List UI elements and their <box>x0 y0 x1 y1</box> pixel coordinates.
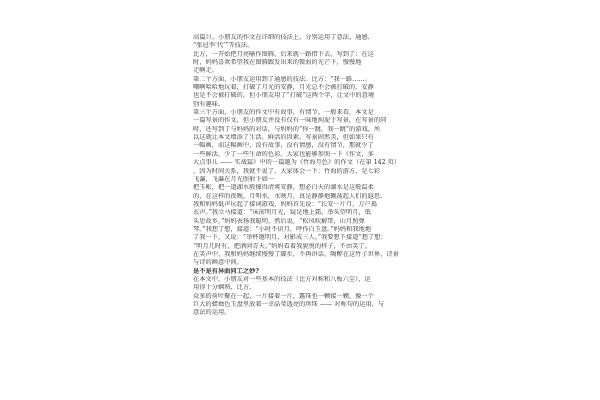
text-line: 琴。”我想了想，接道：“小时不识月，呼作白玉盘。”妈妈和我地地 <box>193 225 372 233</box>
text-line: 比方，一开始把月亮喻作图腾，后来就一路借下去，写到了：在这 <box>193 50 374 58</box>
text-line: 了我一下，又说：“举杯邀明月，对影成三人。”我要想下接道“想了想： <box>193 234 387 242</box>
text-line: “张冠李‘代’”等技法。 <box>193 42 254 50</box>
text-line: “明月几时有，把酒问青天。”妈妈看着我貌悦的样子，不由笑了。 <box>193 242 371 250</box>
text-line: 衣声。”我立马接道：“床前明月光，疑是地上霜，举头望明月，低 <box>193 209 371 217</box>
text-line: 嘲啊哈哈地玩着，打破了月光的安静，月光总不会被打破的，安静 <box>193 84 374 92</box>
question-line: 是不是有异曲同工之妙? <box>193 267 260 275</box>
text-line: 一篇写景的作文，但小朋友并没有仅有一味地拘泥于写景，在写景的同 <box>193 117 387 125</box>
text-line: 飞瀑，飞瀑在月光照射下如一 <box>193 175 275 183</box>
text-line: 众多的荷叶聚在一起，一片接着一片，露珠也一颗接一颗，像一个 <box>193 292 374 300</box>
text-line: 别有趣味。 <box>193 100 225 108</box>
text-line: 一幅画，而这幅画中，没有故事，没有情感，没有情节，那就少了 <box>193 142 374 150</box>
text-line: 也是不会被打破的，但小朋友用了“打破”这两个字，让文中的意境 <box>193 92 375 100</box>
text-line: 在笑声中，我和妈妈继续慢慢了脚步，不再讲话，陶醉在这竹子世界，诗景 <box>193 250 399 258</box>
text-line: 以这就让本文增添了生活、鲜活的因素。写景固然美，但如果只有 <box>193 134 374 142</box>
text-line: 头思故乡。”妈妈表扬我聪明，然后说，“松风吹解带，山月照弹 <box>193 217 365 225</box>
text-line: 我和妈妈低声玩起了接词游戏，妈妈首先说：“长安一片月，万户捣 <box>193 200 378 208</box>
text-line: 第二个方面，小朋友运用到了通感的技法。比方：“我一路……。 <box>193 75 371 83</box>
text-line: 的，在这样的夜晚，月明水，水映月，真是静静地飘荡起人们的遐思。 <box>193 192 387 200</box>
text-line: 时，还写到了与妈妈的对话，与妈妈的“你一跳，我一跳”的游戏，所 <box>193 125 381 133</box>
text-line: 在本文中，小朋友对一些基本的技法（比方对称和八板六尘），运 <box>193 275 371 283</box>
text-line: 高篇》）。小朋友的作文在详细的技法上，分别运用了意法、通感、 <box>193 34 374 41</box>
text-line: 意法的运用。 <box>193 309 231 317</box>
text-line: 把玉帐，把一道湖水般撑得清爽安静，想必白天的湖水是这般温柔 <box>193 184 374 192</box>
article-body <box>193 34 423 318</box>
text-line: 第三个方面，小朋友的作文中有故事，有情节。一般来看，本文是 <box>193 109 374 117</box>
text-line: 走啊走。 <box>193 67 218 75</box>
text-line: ，因为时间关系，我就不说了，大家体会一下：竹海的游方，是七彩 <box>193 167 381 175</box>
text-line: 与诗的画意中间。 <box>193 259 243 267</box>
text-line: 时，妈妈喜欢希望我在图腾跟发出来的微弱的光芒下，慢慢地 <box>193 59 362 67</box>
text-line: 大点事儿 —— 实战篇》中的一篇题为《竹海月色》的作文（在第 142 页） <box>193 159 401 167</box>
text-line: 用得十分娴熟，比方， <box>193 284 256 292</box>
text-line: 巨大的蜡烛色玉盘里放着一幸晶莹透亮的珍珠 —— 对称句的运用，与 <box>193 301 385 308</box>
text-line: 一些鲜活，少了一些生命的色彩。大家也能够参照一下《作文，多 <box>193 150 374 158</box>
